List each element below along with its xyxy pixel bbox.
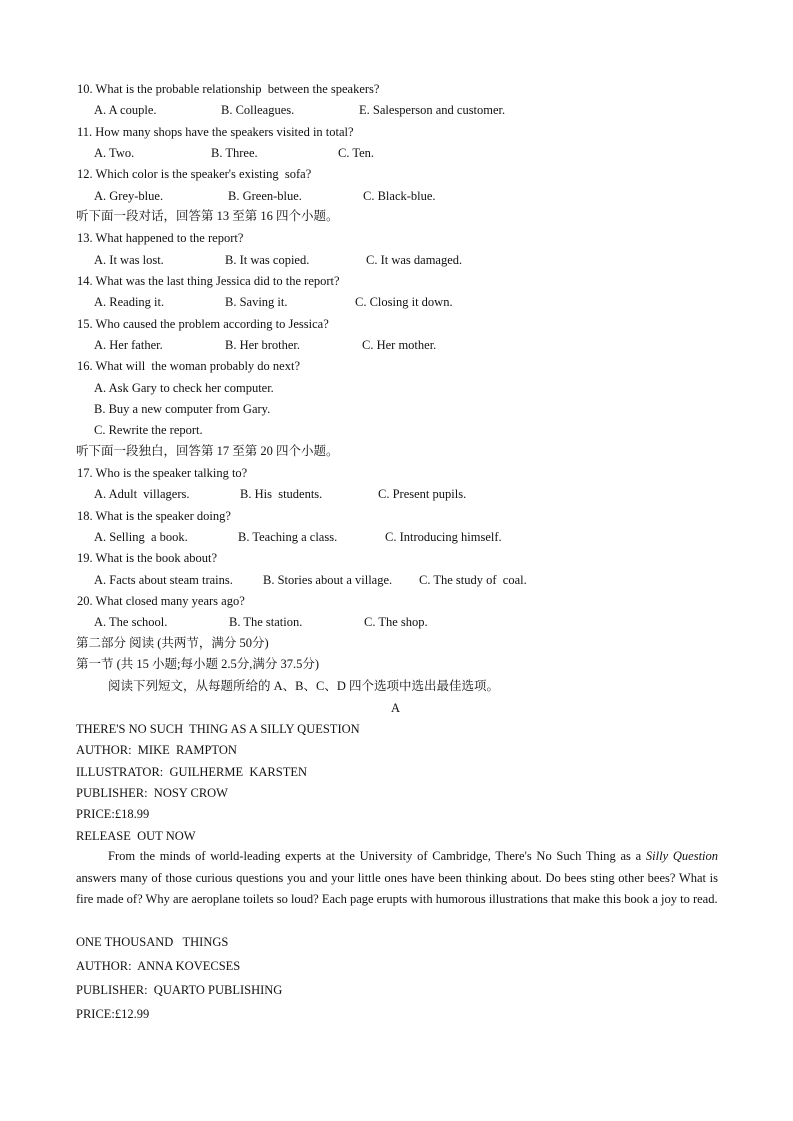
question-17-stem: 17. Who is the speaker talking to?: [77, 466, 248, 480]
instruction-monologue: 听下面一段独白，回答第 17 至第 20 四个小题。: [76, 444, 339, 458]
question-13-option-b: B. It was copied.: [225, 253, 310, 267]
question-18-option-a: A. Selling a book.: [94, 530, 188, 544]
question-14-option-b: B. Saving it.: [225, 295, 288, 309]
book1-description-part2: answers many of those curious questions you and your little ones have been thinking about. Do bees sting other bees? What is fire made of? Why are aeroplane toilets so loud? Each page erupts with humorous illustrations that make this book a joy to read.: [76, 870, 718, 906]
question-10-stem: 10. What is the probable relationship between the speakers?: [77, 82, 380, 96]
book1-description-italic1: Silly: [645, 849, 669, 863]
question-11-option-a: A. Two.: [94, 146, 135, 160]
question-19-option-b: B. Stories about a village.: [263, 573, 393, 587]
question-11-option-b: B. Three.: [211, 146, 258, 160]
question-16-option-b: B. Buy a new computer from Gary.: [94, 402, 271, 416]
question-12-option-c: C. Black-blue.: [363, 189, 436, 203]
question-10-option-c: E. Salesperson and customer.: [359, 103, 506, 117]
section1-title: 第一节 (共 15 小题;每小题 2.5分,满分 37.5分): [76, 657, 320, 671]
book1-title: THERE'S NO SUCH THING AS A SILLY QUESTION: [76, 722, 360, 736]
question-15-stem: 15. Who caused the problem according to Jessica?: [77, 317, 329, 331]
question-10-option-b: B. Colleagues.: [221, 103, 295, 117]
book1-release: RELEASE OUT NOW: [76, 829, 196, 843]
book1-description-italic2: Question: [672, 849, 719, 863]
passage-letter: A: [391, 701, 401, 715]
question-17-option-a: A. Adult villagers.: [94, 487, 190, 501]
question-18-option-c: C. Introducing himself.: [385, 530, 502, 544]
question-20-option-a: A. The school.: [94, 615, 168, 629]
book2-publisher: PUBLISHER: QUARTO PUBLISHING: [76, 983, 283, 997]
book1-price: PRICE:£18.99: [76, 807, 150, 821]
question-16-option-c: C. Rewrite the report.: [94, 423, 203, 437]
question-17-option-b: B. His students.: [240, 487, 323, 501]
book2-author: AUTHOR: ANNA KOVECSES: [76, 959, 241, 973]
question-19-option-c: C. The study of coal.: [419, 573, 527, 587]
instruction-dialogue: 听下面一段对话，回答第 13 至第 16 四个小题。: [76, 209, 339, 223]
question-20-stem: 20. What closed many years ago?: [77, 594, 245, 608]
question-15-option-a: A. Her father.: [94, 338, 163, 352]
question-13-stem: 13. What happened to the report?: [77, 231, 244, 245]
question-11-stem: 11. How many shops have the speakers visited in total?: [77, 125, 354, 139]
book1-description-part1: From the minds of world-leading experts at the University of Cambridge, There's No Such Thing as a: [108, 849, 646, 863]
question-12-stem: 12. Which color is the speaker's existing sofa?: [77, 167, 312, 181]
book1-illustrator: ILLUSTRATOR: GUILHERME KARSTEN: [76, 765, 308, 779]
question-20-option-b: B. The station.: [229, 615, 303, 629]
question-10-option-a: A. A couple.: [94, 103, 157, 117]
question-14-stem: 14. What was the last thing Jessica did to the report?: [77, 274, 340, 288]
book2-price: PRICE:£12.99: [76, 1007, 150, 1021]
question-14-option-c: C. Closing it down.: [355, 295, 453, 309]
question-12-option-b: B. Green-blue.: [228, 189, 302, 203]
question-16-stem: 16. What will the woman probably do next?: [77, 359, 300, 373]
book2-title: ONE THOUSAND THINGS: [76, 935, 229, 949]
book1-description: [76, 846, 718, 911]
question-18-stem: 18. What is the speaker doing?: [77, 509, 231, 523]
part2-title: 第二部分 阅读 (共两节，满分 50分): [76, 636, 269, 650]
question-17-option-c: C. Present pupils.: [378, 487, 467, 501]
question-11-option-c: C. Ten.: [338, 146, 375, 160]
question-20-option-c: C. The shop.: [364, 615, 428, 629]
question-15-option-b: B. Her brother.: [225, 338, 300, 352]
question-16-option-a: A. Ask Gary to check her computer.: [94, 381, 274, 395]
question-13-option-c: C. It was damaged.: [366, 253, 463, 267]
question-18-option-b: B. Teaching a class.: [238, 530, 338, 544]
question-15-option-c: C. Her mother.: [362, 338, 437, 352]
book1-publisher: PUBLISHER: NOSY CROW: [76, 786, 228, 800]
book1-author: AUTHOR: MIKE RAMPTON: [76, 743, 237, 757]
question-13-option-a: A. It was lost.: [94, 253, 164, 267]
section1-directions: 阅读下列短文，从每题所给的 A、B、C、D 四个选项中选出最佳选项。: [108, 679, 499, 693]
question-14-option-a: A. Reading it.: [94, 295, 165, 309]
question-12-option-a: A. Grey-blue.: [94, 189, 164, 203]
question-19-stem: 19. What is the book about?: [77, 551, 218, 565]
question-19-option-a: A. Facts about steam trains.: [94, 573, 233, 587]
